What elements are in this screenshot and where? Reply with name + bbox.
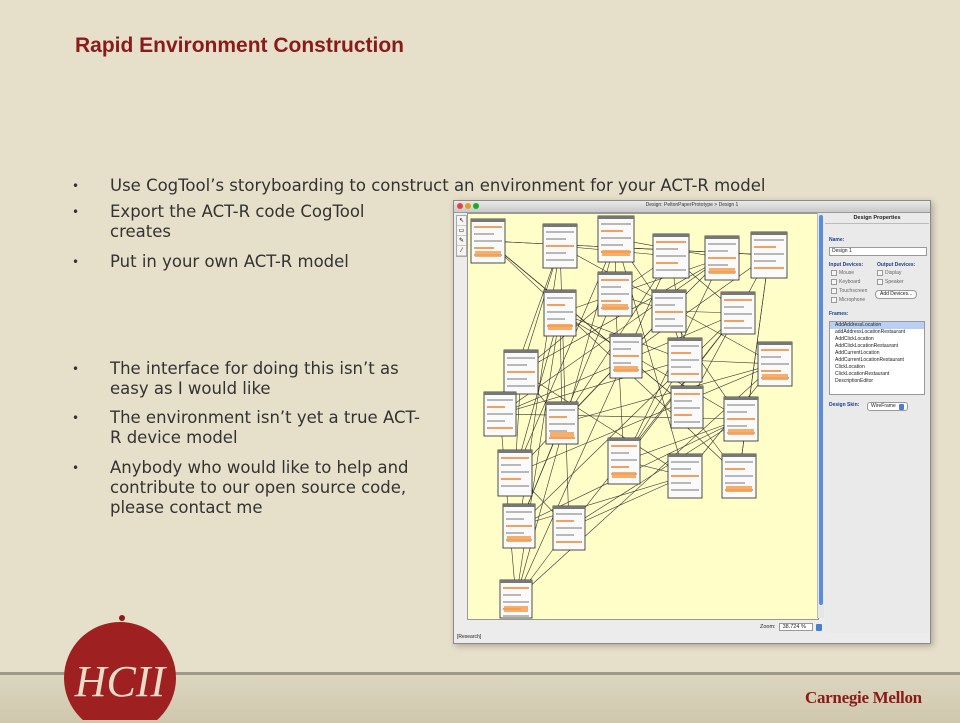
storyboard-frame (484, 392, 516, 436)
storyboard-frame (671, 386, 703, 428)
storyboard-frame (471, 219, 505, 263)
frame-list-item[interactable]: AddClickLocation (835, 336, 874, 342)
bullet-text: The interface for doing this isn’t as easy as I would like (110, 359, 399, 398)
design-properties-panel (825, 213, 929, 633)
transition-line (569, 419, 741, 528)
frame-list-item[interactable]: AddCurrentLocationRestaurant (835, 357, 904, 363)
bullet-text: Anybody who would like to help and contribute to our open source code, please contact me (110, 458, 409, 517)
bullet-dot: • (72, 461, 80, 475)
transition-line (560, 313, 741, 419)
storyboard-frame (504, 350, 538, 394)
output-devices-label: Output Devices: (877, 262, 916, 268)
bullet-item (72, 252, 422, 272)
storyboard-frame (610, 334, 642, 378)
frame-list-item[interactable]: addAddressLocationRestaurant (835, 329, 906, 335)
storyboard-graph (468, 214, 818, 619)
input-devices-label: Input Devices: (829, 262, 864, 268)
storyboard-frame (668, 454, 702, 498)
bullet-text: Use CogTool’s storyboarding to construct an environment for your ACT-R model (110, 176, 766, 195)
bullet-dot: • (72, 411, 80, 425)
bullet-item (72, 359, 422, 399)
storyboard-frame (705, 236, 739, 280)
bullet-text: Put in your own ACT-R model (110, 252, 349, 271)
bullet-dot: • (72, 205, 80, 219)
pen-tool-icon[interactable]: ✎ (458, 237, 465, 244)
bullet-text: Export the ACT-R code CogTool creates (110, 202, 365, 241)
frame-tool-icon[interactable]: ▭ (458, 227, 465, 234)
frames-list[interactable] (829, 321, 925, 395)
design-name-input[interactable]: Design 1 (829, 247, 927, 256)
bullet-item (72, 202, 422, 242)
frame-list-item[interactable]: AddCurrentLocation (835, 350, 880, 356)
cogtool-screenshot (453, 200, 931, 644)
zoom-input[interactable]: 38.724 % (779, 623, 813, 631)
storyboard-frame (598, 216, 634, 262)
storyboard-frame (722, 454, 756, 498)
display-checkbox[interactable]: Display (877, 270, 901, 276)
storyboard-frame (652, 290, 686, 332)
bullet-dot: • (72, 255, 80, 269)
carnegie-mellon-logo: Carnegie Mellon (805, 688, 922, 707)
storyboard-frame (503, 504, 535, 548)
storyboard-frame (544, 290, 576, 336)
frame-list-item[interactable]: ClickLocation (835, 364, 865, 370)
speaker-checkbox[interactable]: Speaker (877, 279, 904, 285)
bullet-item (72, 408, 422, 448)
zoom-control (760, 623, 822, 631)
storyboard-canvas[interactable] (467, 213, 819, 620)
line-tool-icon[interactable]: ⁄ (457, 246, 466, 256)
status-text: [Research] (457, 634, 482, 640)
bullet-item (72, 458, 422, 518)
design-skin-label: Design Skin: (829, 402, 860, 408)
storyboard-frame (500, 580, 532, 618)
bullet-item (72, 176, 892, 196)
panel-header: Design Properties (825, 213, 929, 224)
storyboard-frame (721, 292, 755, 334)
storyboard-frame (608, 438, 640, 484)
frame-list-item[interactable]: DescriptionEditor (835, 378, 874, 384)
frames-label: Frames: (829, 311, 849, 317)
frame-list-item[interactable]: ClickLocationRestaurant (835, 371, 890, 377)
scroll-thumb[interactable] (819, 215, 823, 605)
storyboard-frame (598, 272, 632, 316)
keyboard-checkbox[interactable]: Keyboard (831, 279, 860, 285)
touchscreen-checkbox[interactable]: Touchscreen (831, 288, 867, 294)
transition-line (500, 414, 741, 419)
design-skin-value: WireFrame (871, 403, 896, 409)
transition-line (519, 476, 685, 526)
logo-text: HCII (74, 657, 166, 706)
vertical-scrollbar[interactable] (817, 213, 824, 618)
bullet-dot: • (72, 362, 80, 376)
bullet-dot: • (72, 179, 80, 193)
storyboard-frame (553, 506, 585, 550)
window-titlebar (454, 201, 930, 213)
storyboard-frame (724, 397, 758, 441)
storyboard-frame (498, 450, 532, 496)
transition-line (560, 258, 722, 313)
bullet-text: The environment isn’t yet a true ACT-R device model (110, 408, 420, 447)
storyboard-frame (758, 342, 792, 386)
chevron-down-icon (899, 404, 904, 410)
design-skin-select[interactable] (867, 402, 908, 411)
pointer-tool-icon[interactable]: ↖ (458, 217, 465, 224)
name-label: Name: (829, 237, 845, 243)
microphone-checkbox[interactable]: Microphone (831, 297, 865, 303)
add-devices-button[interactable]: Add Devices... (875, 290, 917, 299)
hcii-logo (60, 612, 180, 720)
storyboard-frame (546, 402, 578, 444)
storyboard-frame (668, 338, 702, 382)
storyboard-frame (751, 232, 787, 278)
mouse-checkbox[interactable]: Mouse (831, 270, 854, 276)
storyboard-frame (653, 234, 689, 278)
frame-list-item[interactable]: AddAddressLocation (830, 322, 924, 329)
zoom-stepper[interactable] (816, 624, 822, 631)
window-title: Design: PeltonPaperPrototype > Design 1 (645, 202, 739, 208)
tool-palette (456, 215, 467, 257)
storyboard-frame (543, 224, 577, 268)
zoom-label: Zoom: (760, 624, 776, 630)
slide-title: Rapid Environment Construction (75, 34, 405, 57)
frame-list-item[interactable]: AddClickLocationRestaurant (835, 343, 899, 349)
